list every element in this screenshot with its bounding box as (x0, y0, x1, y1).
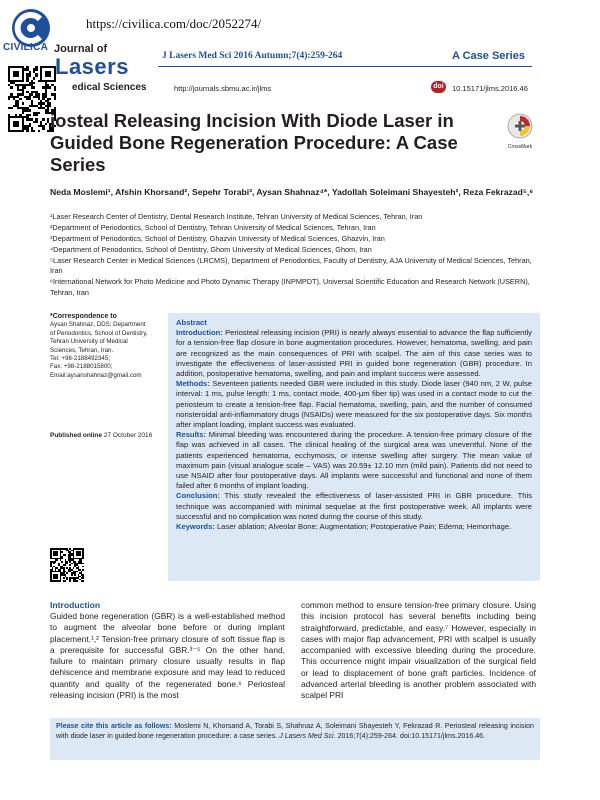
correspondence-line: Tel: +98-2188492345; (50, 355, 111, 363)
affiliation-item: ⁶International Network for Photo Medicine and Photo Dynamic Therapy (INPMPDT), Universal Scientific Education and Research Network (USERN), Tehran, Iran (50, 277, 530, 297)
citation-box (50, 718, 540, 760)
abstract-methods-label: Methods: (176, 379, 210, 389)
journal-name: Lasers (55, 54, 129, 79)
published-date: 27 October 2016 (103, 432, 153, 439)
affiliations (50, 212, 540, 299)
source-url[interactable]: https://civilica.com/doc/2052274/ (86, 16, 262, 31)
citation-doi: 2016;7(4):259-264. doi:10.15171/jlms.2016.46. (337, 731, 486, 740)
journal-subtitle: edical Sciences (72, 82, 147, 93)
author-list: Neda Moslemi¹, Afshin Khorsand², Sepehr Torabi³, Aysan Shahnaz⁴*, Yadollah Soleimani Shayesteh², Reza Fekrazad⁵,⁶ (50, 187, 534, 197)
civilica-wordmark: CIVILICA (3, 42, 49, 53)
correspondence-email[interactable]: Email:aysanshahnaz@gmail.com (50, 371, 142, 379)
introduction-heading: Introduction (50, 600, 101, 610)
crossmark-label: CrossMark (507, 144, 533, 150)
correspondence-line: Sciences, Tehran, Iran. (50, 346, 114, 354)
correspondence-line: Tehran University of Medical (50, 338, 128, 346)
doi-icon: doi (431, 81, 446, 93)
correspondence (50, 313, 162, 380)
body-column-right: common method to ensure tension-free primary closure. Using this incision protocol has several benefits including being straightforward, predictable, and easy.⁷ However, especially in cases with major flap advancement, PRI with scalpel is usually accompanied with excessive bleeding during the procedure. This occurrence might impair visualization of the surgical field or lead to displacement of bone graft particles. Incidence of advanced arterial bleeding is another problem associated with scalpel PRI (301, 600, 536, 701)
journal-citation: J Lasers Med Sci 2016 Autumn;7(4):259-264 (162, 51, 343, 61)
abstract-conclusion-label: Conclusion: (176, 491, 220, 501)
article-title: iosteal Releasing Incision With Diode Laser in Guided Bone Regeneration Procedure: A Case Series (50, 110, 458, 175)
header-divider (158, 66, 532, 67)
abstract-results-label: Results: (176, 430, 206, 440)
journal-of: Journal of (54, 43, 108, 55)
abstract-heading: Abstract (176, 318, 207, 327)
qr-code-icon (8, 66, 56, 132)
abstract-introduction: Periosteal releasing incision (PRI) is nearly always essential to advance the flap sufficiently for a tension-free flap closure in bone augmentation procedures. However, hematoma, swelling, and pain are recognized as the main consequences of PRI with scalpel. The aim of this case series was to investigate the effectiveness of laser-assisted PRI in guided bone regeneration (GBR) procedure. In addition, postoperative hematoma, swelling, and pain and implant success were assessed. (176, 328, 532, 379)
abstract-conclusion: This study revealed the effectiveness of laser-assisted PRI in GBR procedure. This technique was accompanied with minimal sequelae at the first postoperative week. All implants were successful and no complication was noted during the course of this study. (176, 491, 532, 521)
citation-journal: J Lasers Med Sci. (279, 731, 336, 740)
abstract-results: Minimal bleeding was encountered during the procedure. A tension-free primary closure of the flap was achieved in all cases. The clinical healing of the surgical area was uneventful. None of the patients experienced hematoma, ecchymosis, or intense swelling after surgery. The mean value of maximum pain (visual analogue scale – VAS) was 20.59± 12.10 mm (mild pain). Patients did not need to use NSAID after four postoperative days. All implants were successful and functional and none of them failed after 6 months of implant loading. (176, 430, 532, 491)
published-online (50, 432, 152, 439)
body-column-left: Guided bone regeneration (GBR) is a well-established method to augment the alveolar bone before or during implant placement.¹,² Tension-free primary closure of soft tissue flap is a prerequisite for successful GBR.³⁻⁵ On the other hand, failure to maintain primary closure usually results in flap dehiscence and membrane exposure and may lead to reduced quantity and quality of the regenerated bone.⁶ Periosteal releasing incision (PRI) is the most (50, 611, 285, 701)
published-label: Published online (50, 432, 103, 439)
affiliation-item: ¹Laser Research Center of Dentistry, Dental Research Institute, Tehran University of Medical Sciences, Tehran, Iran (50, 212, 423, 221)
article-type: A Case Series (452, 50, 525, 62)
affiliation-item: ³Department of Periodontics, School of Dentistry, Ghazvin University of Medical Sciences, Ghazvin, Iran (50, 234, 385, 243)
correspondence-title: *Correspondence to (50, 313, 117, 320)
affiliation-item: ²Department of Periodontics, School of Dentistry, Tehran University of Medical Sciences, Tehran, Iran (50, 223, 376, 232)
crossmark-icon[interactable] (507, 113, 533, 143)
doi-link[interactable]: 10.15171/jlms.2016.46 (452, 84, 528, 93)
abstract-keywords: Laser ablation; Alveolar Bone; Augmentation; Postoperative Pain; Edema; Hemorrhage. (216, 522, 512, 532)
abstract-introduction-label: Introduction: (176, 328, 223, 338)
abstract-keywords-label: Keywords: (176, 522, 215, 532)
correspondence-line: Aysan Shahnaz, DDS; Department (50, 321, 146, 329)
affiliation-item: ⁵Laser Research Center in Medical Sciences (LRCMS), Department of Periodontics, Faculty of Dentistry, AJA University of Medical Sciences, Tehran, Iran (50, 256, 532, 276)
abstract-box (168, 313, 540, 581)
article-qr-code-icon (50, 548, 84, 582)
journal-url[interactable]: http://journals.sbmu.ac.ir/jlms (174, 84, 272, 93)
citation-label: Please cite this article as follows: (56, 722, 172, 730)
affiliation-item: ⁴Department of Periodontics, School of Dentistry, Ghom University of Medical Sciences, Ghom, Iran (50, 245, 372, 254)
abstract-methods: Seventeen patients needed GBR were included in this study. Diode laser (940 nm, 2 W, pulse interval: 1 ms, pulse length: 1 ms, contact mode, 400-μm fiber tip) was used in a contact mode to cut the periosteum to create a tension-free flap. Facial hematoma, swelling, pain, and the number of consumed nonsteroidal anti-inflammatory drugs (NSAIDs) were measured for the six postoperative days. Six months after implant loading, implant success was evaluated. (176, 379, 532, 430)
correspondence-line: Fax: +98-2188015800; (50, 363, 113, 371)
correspondence-line: of Periodontics, School of Dentistry, (50, 329, 148, 337)
citation-text: Moslemi N, Khorsand A, Torabi S, Shahnaz A, Soleimani Shayesteh Y, Fekrazad R. Periosteal releasing incision with diode laser in guided bone regeneration procedure: a case series. (56, 722, 534, 740)
